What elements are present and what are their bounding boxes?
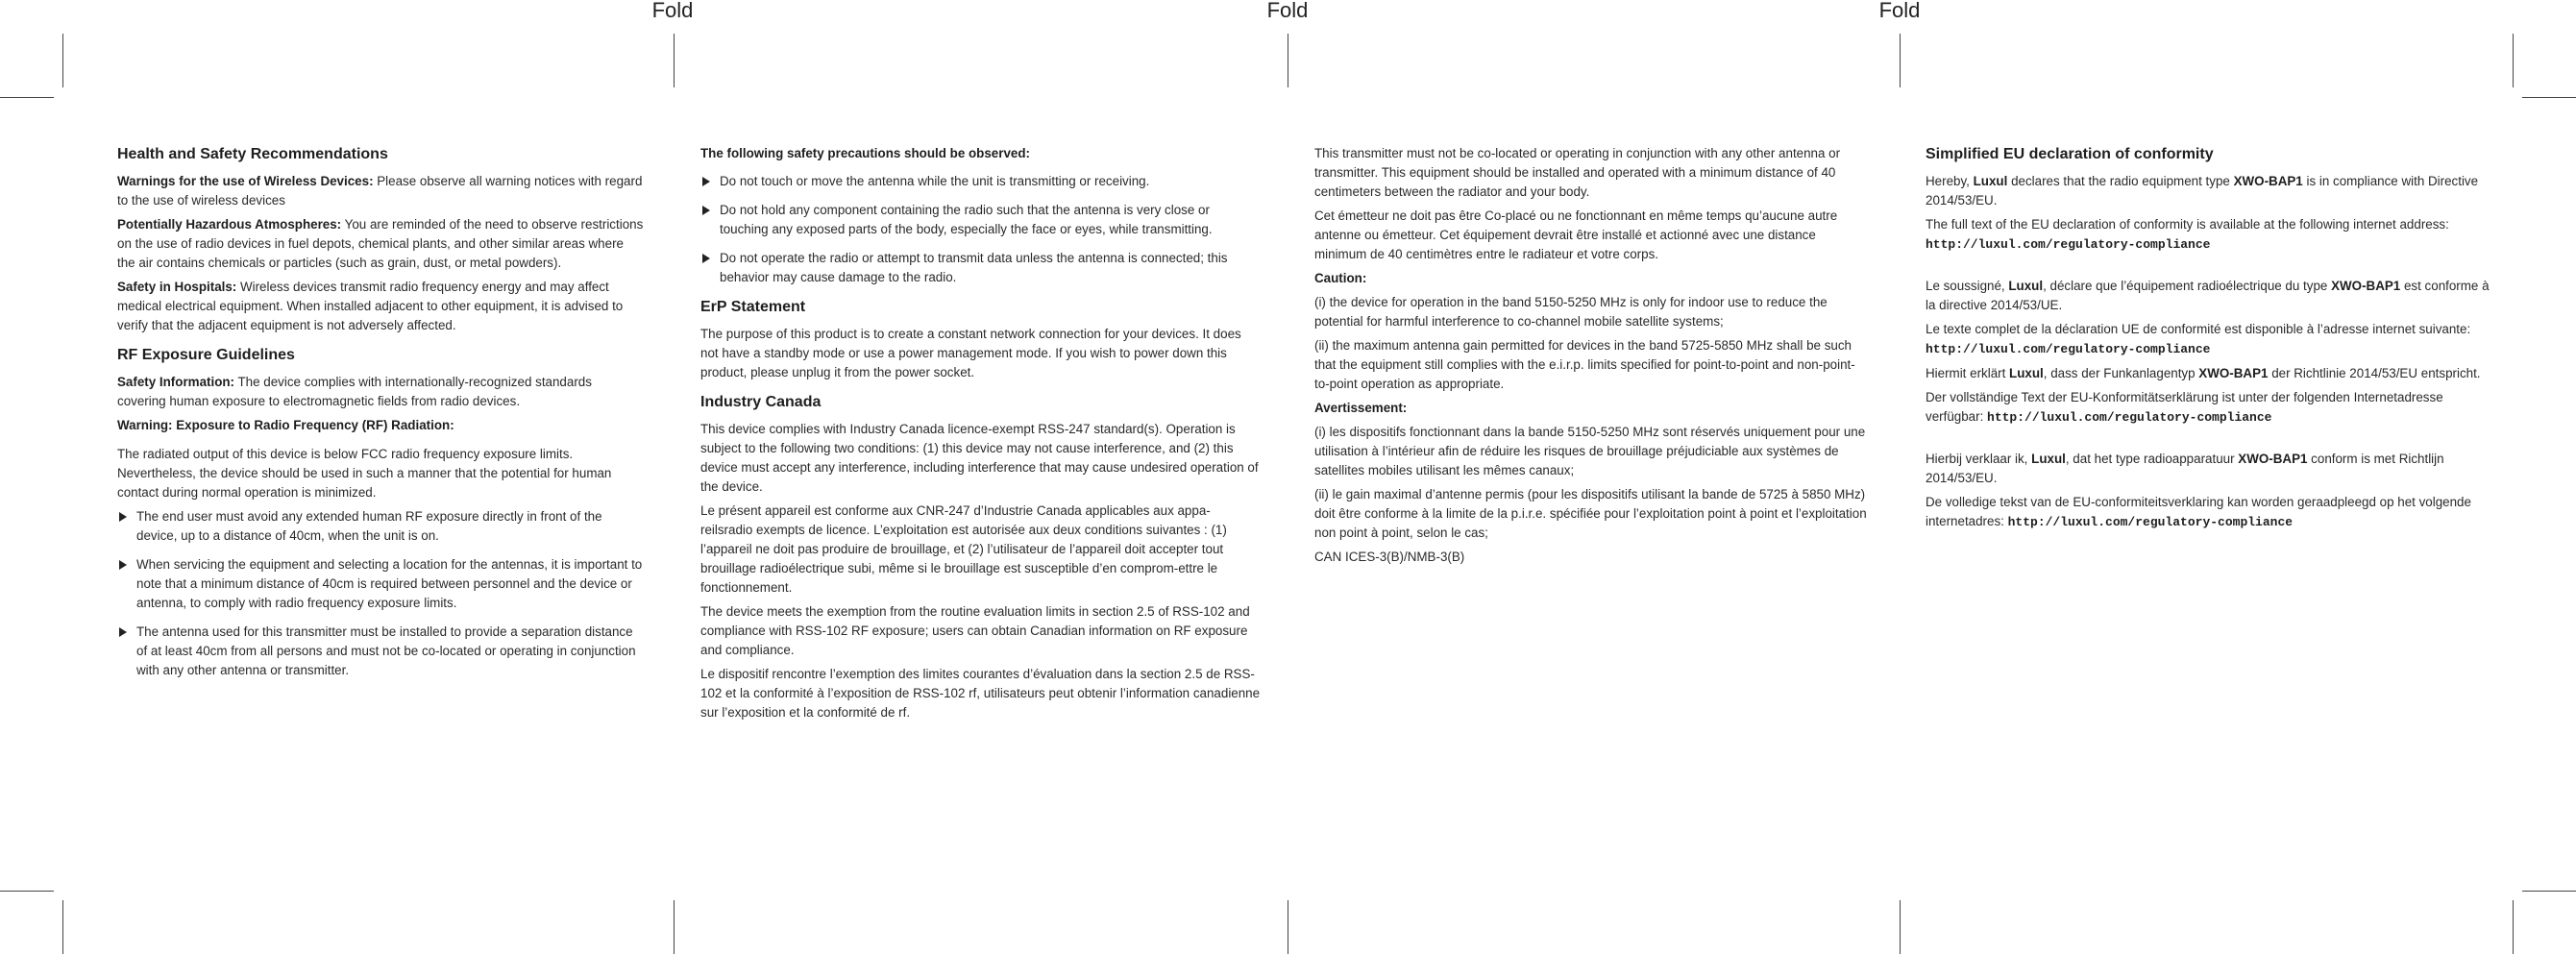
column-transmitter	[1314, 144, 1868, 572]
crop-mark	[2522, 891, 2576, 892]
fold-label-3: Fold	[1878, 0, 1921, 22]
avertissement-item-2: (ii) le gain maximal d’antenne permis (pour les dispositifs utilisant la bande de 5725 à 5850 MHz) doit être conforme à la limite de la p.i.r.e. spécifiée pour l’exploitation point à point et l’exploitation non point à point, selon le cas;	[1314, 487, 1867, 540]
radiated-output-text: The radiated output of this device is below FCC radio frequency exposure limits. Nevertheless, the device should be used in such a manner that the potential for human contact during normal operation is minimized.	[117, 447, 612, 500]
industry-canada-title: Industry Canada	[700, 394, 822, 410]
crop-mark	[0, 97, 54, 98]
fold-mark	[674, 34, 675, 87]
avertissement-label: Avertissement:	[1314, 401, 1408, 415]
fold-mark	[674, 900, 675, 954]
column-eu-declaration	[1926, 144, 2492, 537]
ic-paragraph-2: Le présent appareil est conforme aux CNR-247 d’Industrie Canada applicables aux appa-reilsradio exempts de licence. L’exploitation est autorisée aux deux conditions suivantes : (1) l’appareil ne doit pas produire de brouillage, et (2) l’utilisateur de l’appareil doit accepter tout brouillage radioélectrique subi, même si le brouillage est susceptible d’en comprom-ettre le fonctionnement.	[700, 503, 1227, 595]
bullet-triangle-icon	[119, 627, 127, 637]
list-item: The antenna used for this transmitter must be installed to provide a separation distance of at least 40cm from all persons and must not be co-located or operating in conjunction with any other antenna or transmitter.	[117, 623, 644, 680]
crop-mark	[2522, 97, 2576, 98]
bullet-triangle-icon	[119, 512, 127, 522]
fold-label-1: Fold	[651, 0, 694, 22]
caution-label: Caution:	[1314, 271, 1367, 285]
safety-information: Safety Information: The device complies with internationally-recognized standards covering human exposure to electromagnetic fields from radio devices.	[117, 375, 592, 408]
hazardous-atmospheres: Potentially Hazardous Atmospheres: You are reminded of the need to observe restrictions on the use of radio devices in fuel depots, chemical plants, and other similar areas where the air contains chemicals or particles (such as grain, dust, or metal powders).	[117, 217, 644, 270]
list-item: Do not touch or move the antenna while the unit is transmitting or receiving.	[700, 172, 1262, 191]
rf-warning-heading: Warning: Exposure to Radio Frequency (RF) Radiation:	[117, 418, 454, 432]
list-item: When servicing the equipment and selecting a location for the antennas, it is important to note that a minimum distance of 40cm is required between personnel and the device or antenna, to comply with radio frequency exposure limits.	[117, 555, 644, 613]
fold-mark	[1900, 34, 1901, 87]
can-ices-statement: CAN ICES-3(B)/NMB-3(B)	[1314, 550, 1465, 564]
crop-mark	[62, 900, 63, 954]
rf-exposure-title: RF Exposure Guidelines	[117, 347, 295, 363]
compliance-link[interactable]: http://luxul.com/regulatory-compliance	[1926, 342, 2211, 356]
eu-fulltext-nl: De volledige tekst van de EU-conformiteitsverklaring kan worden geraadpleegd op het volgende internetadres: http://luxul.com/regulatory-compliance	[1926, 495, 2471, 529]
precautions-list	[700, 172, 1262, 287]
compliance-link[interactable]: http://luxul.com/regulatory-compliance	[2007, 515, 2294, 529]
eu-declaration-en: Hereby, Luxul declares that the radio equipment type XWO-BAP1 is in compliance with Directive 2014/53/EU.	[1926, 174, 2479, 208]
eu-fulltext-de: Der vollständige Text der EU-Konformitätserklärung ist unter der folgenden Internetadresse verfügbar: http://luxul.com/regulatory-compliance	[1926, 390, 2443, 425]
crop-mark	[2513, 34, 2514, 87]
eu-fulltext-en: The full text of the EU declaration of conformity is available at the following internet address: http://luxul.com/regulatory-compliance	[1926, 217, 2449, 252]
caution-item-1: (i) the device for operation in the band 5150-5250 MHz is only for indoor use to reduce the potential for harmful interference to co-channel mobile satellite systems;	[1314, 295, 1828, 329]
compliance-link[interactable]: http://luxul.com/regulatory-compliance	[1926, 237, 2211, 252]
rf-bullet-list	[117, 507, 644, 680]
precautions-title: The following safety precautions should be observed:	[700, 146, 1030, 160]
avertissement-item-1: (i) les dispositifs fonctionnant dans la bande 5150-5250 MHz sont réservés uniquement pour une utilisation à l’intérieur afin de réduire les risques de brouillage préjudiciable aux systèmes de satellites mobiles utilisant les mêmes canaux;	[1314, 425, 1866, 477]
bullet-triangle-icon	[702, 254, 710, 263]
eu-declaration-nl: Hierbij verklaar ik, Luxul, dat het type radioapparatuur XWO-BAP1 conform is met Richtlijn 2014/53/EU.	[1926, 452, 2444, 485]
ic-paragraph-3: The device meets the exemption from the routine evaluation limits in section 2.5 of RSS-102 and compliance with RSS-102 RF exposure; users can obtain Canadian information on RF exposure and compliance.	[700, 604, 1250, 657]
erp-title: ErP Statement	[700, 299, 806, 315]
wireless-warning: Warnings for the use of Wireless Devices: Please observe all warning notices with regard to the use of wireless devices	[117, 174, 643, 208]
crop-mark	[62, 34, 63, 87]
health-safety-title: Health and Safety Recommendations	[117, 146, 388, 162]
eu-declaration-title: Simplified EU declaration of conformity	[1926, 146, 2214, 162]
crop-mark	[0, 891, 54, 892]
bullet-triangle-icon	[119, 560, 127, 570]
eu-declaration-de: Hiermit erklärt Luxul, dass der Funkanlagentyp XWO-BAP1 der Richtlinie 2014/53/EU entspricht.	[1926, 366, 2481, 380]
transmitter-fr: Cet émetteur ne doit pas être Co-placé ou ne fonctionnant en même temps qu’aucune autre antenne ou émetteur. Cet équipement devrait être installé et actionné avec une distance minimum de 40 centimètres entre le radiateur et votre corps.	[1314, 208, 1838, 261]
ic-paragraph-1: This device complies with Industry Canada licence-exempt RSS-247 standard(s). Operation is subject to the following two conditions: (1) this device may not cause interference, and (2) this device must accept any interference, including interference that may cause undesired operation of the device.	[700, 422, 1259, 494]
fold-mark	[1900, 900, 1901, 954]
eu-fulltext-fr: Le texte complet de la déclaration UE de conformité est disponible à l’adresse internet suivante: http://luxul.com/regulatory-compliance	[1926, 322, 2471, 356]
crop-mark	[2513, 900, 2514, 954]
column-health-safety	[117, 144, 644, 690]
caution-item-2: (ii) the maximum antenna gain permitted for devices in the band 5725-5850 MHz shall be such that the equipment still complies with the e.i.r.p. limits specified for point-to-point and non-point-to-point operation as appropriate.	[1314, 338, 1855, 391]
column-precautions	[700, 144, 1262, 727]
ic-paragraph-4: Le dispositif rencontre l’exemption des limites courantes d’évaluation dans la section 2.5 de RSS-102 et la conformité à l’exposition de RSS-102 rf, utilisateurs peut obtenir l’information canadienne sur l’exposition et la conformité de rf.	[700, 667, 1261, 720]
transmitter-en: This transmitter must not be co-located or operating in conjunction with any other antenna or transmitter. This equipment should be installed and operated with a minimum distance of 40 centimeters between the radiator and your body.	[1314, 146, 1841, 199]
list-item: The end user must avoid any extended human RF exposure directly in front of the device, up to a distance of 40cm, when the unit is on.	[117, 507, 644, 546]
safety-hospitals: Safety in Hospitals: Wireless devices transmit radio frequency energy and may affect medical electrical equipment. When installed adjacent to other equipment, it is advised to verify that the adjacent equipment is not adversely affected.	[117, 280, 624, 332]
fold-label-2: Fold	[1266, 0, 1309, 22]
bullet-triangle-icon	[702, 206, 710, 215]
bullet-triangle-icon	[702, 177, 710, 186]
eu-declaration-fr: Le soussigné, Luxul, déclare que l’équipement radioélectrique du type XWO-BAP1 est conforme à la directive 2014/53/UE.	[1926, 279, 2490, 312]
list-item: Do not operate the radio or attempt to transmit data unless the antenna is connected; this behavior may cause damage to the radio.	[700, 249, 1262, 287]
compliance-link[interactable]: http://luxul.com/regulatory-compliance	[1987, 410, 2272, 425]
erp-text: The purpose of this product is to create a constant network connection for your devices. It does not have a standby mode or use a power management mode. If you wish to power down this product, please unplug it from the power socket.	[700, 327, 1241, 379]
list-item: Do not hold any component containing the radio such that the antenna is very close or touching any exposed parts of the body, especially the face or eyes, while transmitting.	[700, 201, 1262, 239]
